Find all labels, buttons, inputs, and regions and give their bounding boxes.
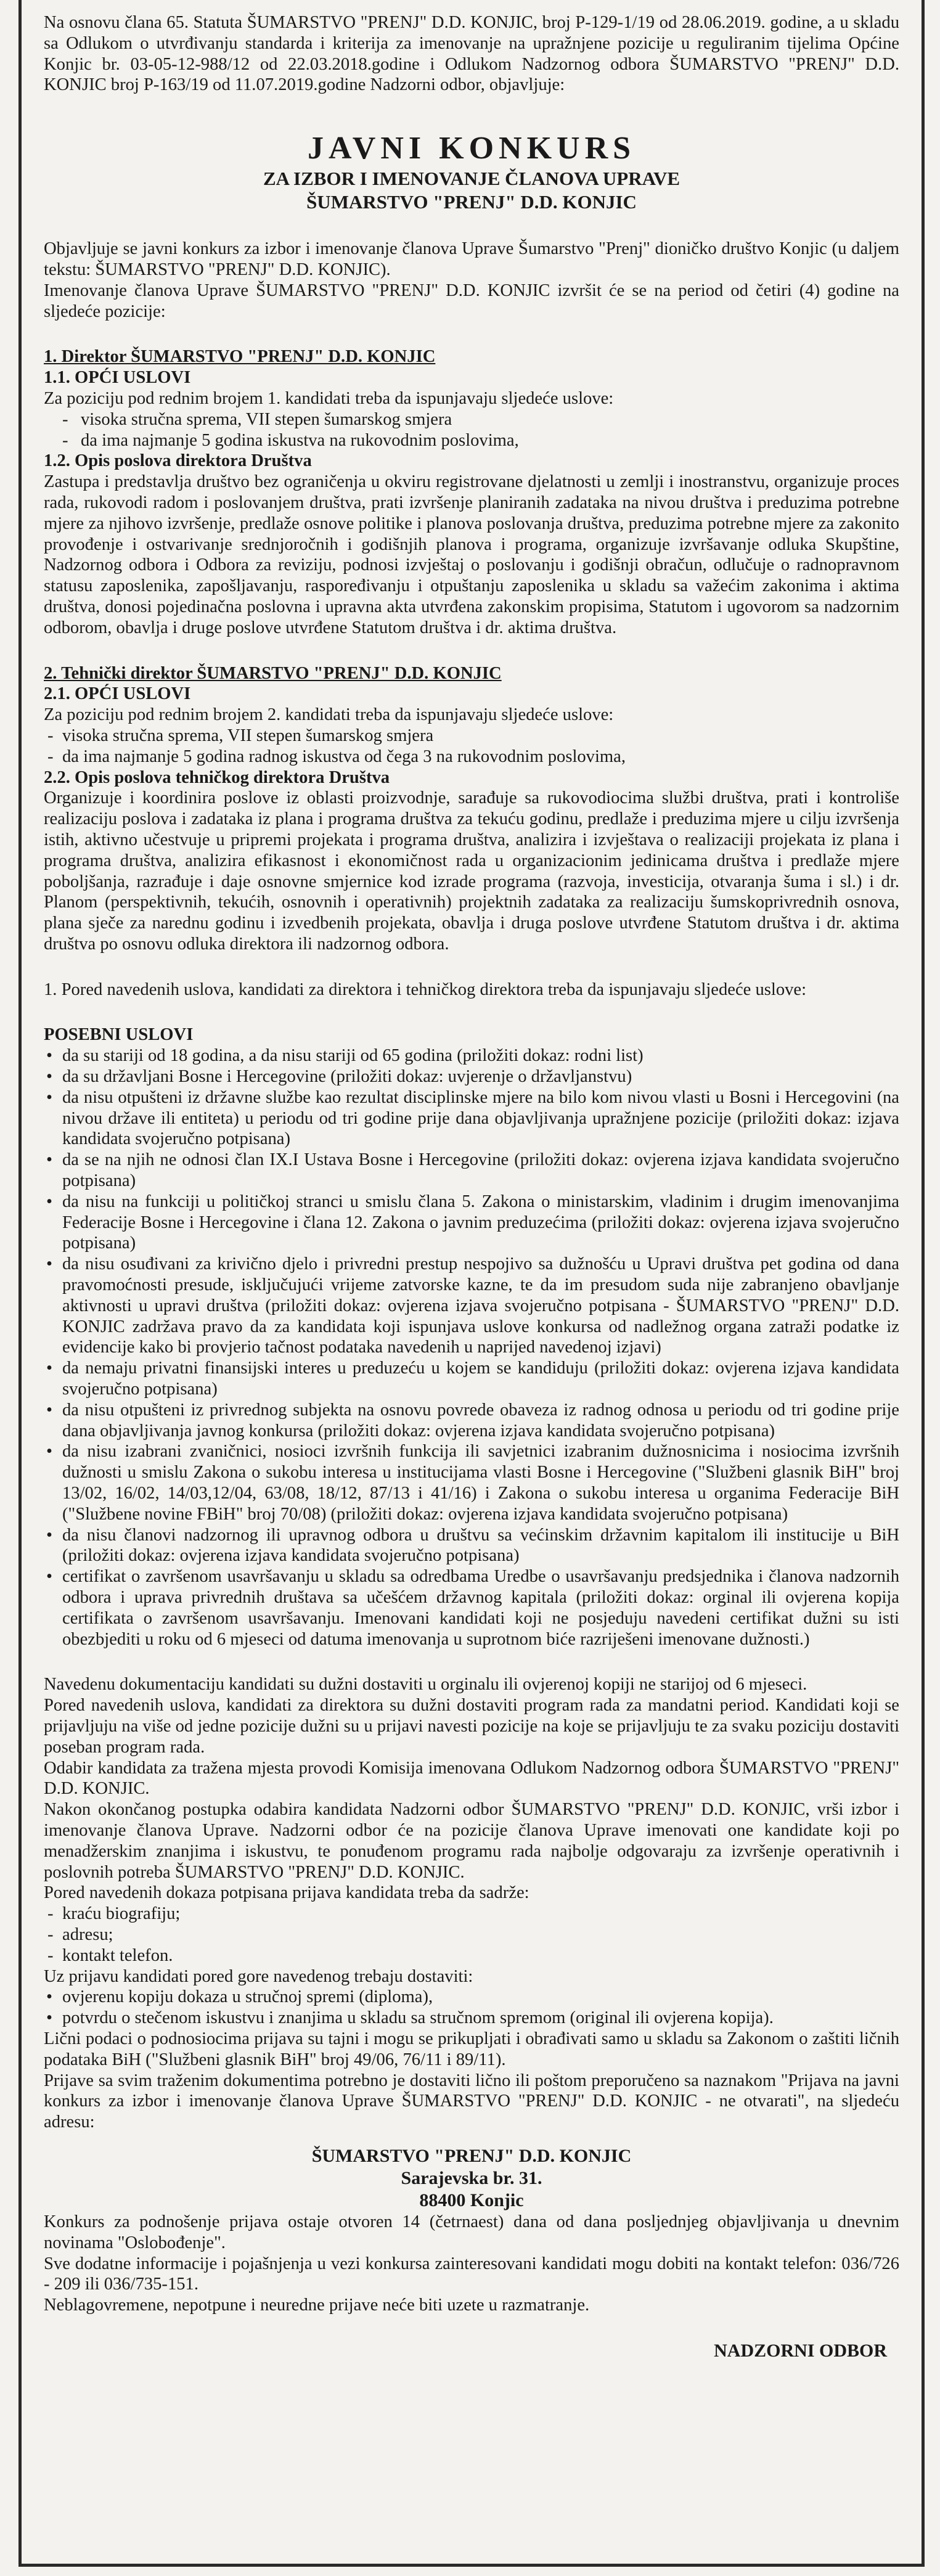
list-item: - visoka stručna sprema, VII stepen šumarskog smjera bbox=[44, 409, 899, 430]
special-conditions-list bbox=[44, 1045, 899, 1650]
list-item: • da su stariji od 18 godina, a da nisu stariji od 65 godina (priložiti dokaz: rodni list) bbox=[44, 1045, 899, 1066]
list-item: - visoka stručna sprema, VII stepen šumarskog smjera bbox=[44, 726, 899, 746]
closing-section bbox=[44, 1674, 899, 2133]
list-item: • da nisu otpušteni iz privrednog subjekta na osnovu povrede obaveza iz radnog odnosa u periodu od tri godine prije dana objavljivanja javnog konkursa (priložiti dokaz: ovjerena izjava kandidata svojeručno potpisana) bbox=[44, 1400, 899, 1442]
additional-documents-intro: Uz prijavu kandidati pored gore navedenog trebaju dostaviti: bbox=[44, 1966, 473, 1986]
list-item: • da se na njih ne odnosi član IX.I Ustava Bosne i Hercegovine (priložiti dokaz: ovjerena izjava kandidata svojeručno potpisana) bbox=[44, 1150, 899, 1192]
appointment-period-paragraph: Imenovanje članova Uprave ŠUMARSTVO "PRENJ" D.D. KONJIC izvršit će se na period od četiri (4) godine na sljedeće pozicije: bbox=[44, 280, 899, 321]
list-item: • da nisu izabrani zvaničnici, nosioci izvršnih funkcija ili savjetnici izabranim dužnosnicima i nosiocima izvršnih dužnosti u smislu Zakona o sukobu interesa u institucijama vlasti Bosne i Hercegovine ("Službeni glasnik BiH" broj 13/02, 16/02, 14/03,12/04, 63/08, 18/12, 87/13 i 41/16) i Zakona o sukobu interesa u organima Federacije BiH ("Službene novine FBiH" broj 70/08) (priložiti dokaz: ovjerena izjava kandidata svojeručno potpisana) bbox=[44, 1441, 899, 1524]
section-heading: 2. Tehnički direktor ŠUMARSTVO "PRENJ" D.D. KONJIC bbox=[44, 663, 502, 683]
section-heading: 1. Direktor ŠUMARSTVO "PRENJ" D.D. KONJIC bbox=[44, 347, 436, 367]
submission-paragraph: Prijave sa svim traženim dokumentima potrebno je dostaviti lično ili poštom preporučeno sa naznakom "Prijava na javni konkurs za izbor i imenovanje članova Uprave ŠUMARSTVO "PRENJ" D.D. KONJIC - ne otvarati", na sljedeću adresu: bbox=[44, 2071, 899, 2132]
commission-paragraph: Odabir kandidata za tražena mjesta provodi Komisija imenovana Odlukom Nadzornog odbora ŠUMARSTVO "PRENJ" D.D. KONJIC. bbox=[44, 1758, 899, 1799]
announcement-subtitle-2: ŠUMARSTVO "PRENJ" D.D. KONJIC bbox=[306, 191, 637, 213]
special-conditions-heading: POSEBNI USLOVI bbox=[44, 1025, 194, 1045]
list-item: • potvrdu o stečenom iskustvu i znanjima u skladu sa stručnom spremom (original ili ovjerena kopija). bbox=[44, 2008, 899, 2029]
duties-text: Organizuje i koordinira poslove iz oblasti proizvodnje, sarađuje sa rukovodiocima službi društva, prati i kontroliše realizaciju poslova i zadataka iz plana i programa društva za tekuću godinu, predlaže i preduzima mjere u cilju izvršenja istih, aktivno učestvuje u pripremi projekata i programa društva, analizira i izvještava o realizaciji projekata iz plana i programa društva, analizira efikasnost i ekonomičnost rada u organizacionim jedinicama društva i predlaže mjere poboljšanja, razrađuje i daje osnovne smjernice kod izrade programa (razvoja, investicija, otvaranja šuma i sl.) i dr. Planom (perspektivnih, tekućih, osnovnih i operativnih) projektnih zadataka za realizaciju šumskoprivrednih osnova, plana sječe za narednu godinu i izvedbenih projekata, obavlja i druga poslove utvrđene Statutom društva i dr. aktima društva po osnovu odluka direktora ili nadzornog odbora. bbox=[44, 788, 899, 954]
application-content-list bbox=[44, 1903, 899, 1966]
privacy-paragraph: Lični podaci o podnosiocima prijava su tajni i mogu se prikupljati i obrađivati samo u skladu sa Zakonom o zaštiti ličnih podataka BiH ("Službeni glasnik BiH" broj 49/06, 76/11 i 89/11). bbox=[44, 2029, 899, 2069]
selection-paragraph: Nakon okončanog postupka odabira kandidata Nadzorni odbor ŠUMARSTVO "PRENJ" D.D. KONJIC, vrši izbor i imenovanje članova Uprave. Nadzorni odbor će na pozicije članova Uprave imenovati one kandidate koji po menadžerskim znanjima i iskustvu, te ponuđenom programu rada najbolje odgovaraju za izvršenje operativnih i poslovnih potreba ŠUMARSTVO "PRENJ" D.D. KONJIC. bbox=[44, 1800, 899, 1882]
list-item: • da nisu članovi nadzornog ili upravnog odbora u društvu sa većinskim državnim kapitalom ili institucije u BiH (priložiti dokaz: ovjerena izjava kandidata svojeručno potpisana) bbox=[44, 1525, 899, 1567]
work-program-paragraph: Pored navedenih uslova, kandidati za direktora su dužni dostaviti program rada za mandatni period. Kandidati koji se prijavljuju na više od jedne pozicije dužni su u prijavi navesti pozicije na koje se prijavljuju te za svaku poziciju dostaviti poseban program rada. bbox=[44, 1696, 900, 1757]
general-conditions-heading: 1.1. OPĆI USLOVI bbox=[44, 368, 191, 388]
general-conditions-intro: Za poziciju pod rednim brojem 2. kandidati treba da ispunjavaju sljedeće uslove: bbox=[44, 705, 614, 725]
announcement-frame bbox=[18, 0, 925, 2567]
address-city: 88400 Konjic bbox=[419, 2190, 524, 2210]
list-item: • da nisu otpušteni iz državne službe kao rezultat disciplinske mjere na bilo kom nivou vlasti u Bosni i Hercegovini (na nivou države ili entiteta) u periodu od tri godine prije dana objavljivanja upražnjene pozicije (priložiti dokaz: izjava kandidata svojeručno potpisana) bbox=[44, 1087, 899, 1150]
deadline-paragraph: Konkurs za podnošenje prijava ostaje otvoren 14 (četrnaest) dana od dana posljednjeg objavljivanja u dnevnim novinama "Oslobođenje". bbox=[44, 2212, 899, 2252]
final-section bbox=[44, 2212, 899, 2316]
list-item: - kontakt telefon. bbox=[44, 1945, 899, 1966]
announce-paragraph: Objavljuje se javni konkurs za izbor i imenovanje članova Uprave Šumarstvo "Prenj" dioničko društvo Konjic (u daljem tekstu: ŠUMARSTVO "PRENJ" D.D. KONJIC). bbox=[44, 239, 899, 279]
general-conditions-list bbox=[44, 726, 899, 767]
rejection-paragraph: Neblagovremene, nepotpune i neuredne prijave neće biti uzete u razmatranje. bbox=[44, 2296, 590, 2315]
additional-documents-list bbox=[44, 1987, 899, 2029]
announcement-subtitle-1: ZA IZBOR I IMENOVANJE ČLANOVA UPRAVE bbox=[263, 168, 680, 190]
duties-heading: 2.2. Opis poslova tehničkog direktora Društva bbox=[44, 767, 390, 787]
list-item: • da nemaju privatni finansijski interes u preduzeću u kojem se kandiduju (priložiti dokaz: ovjerena izjava kandidata svojeručno potpisana) bbox=[44, 1358, 899, 1400]
submission-address bbox=[44, 2145, 899, 2212]
address-company: ŠUMARSTVO "PRENJ" D.D. KONJIC bbox=[311, 2145, 632, 2166]
section-director bbox=[44, 346, 899, 638]
list-item: - adresu; bbox=[44, 1924, 899, 1945]
list-item: - kraću biografiju; bbox=[44, 1903, 899, 1924]
signature: NADZORNI ODBOR bbox=[714, 2340, 887, 2361]
list-item: • certifikat o završenom usavršavanju u skladu sa odredbama Uredbe o usavršavanju predsjednika i članova nadzornih odbora i uprava privrednih društava sa učešćem državnog kapitala (priložiti dokaz: orginal ili ovjerena kopija certifikata o završenom usavršavanju. Imenovani kandidati koji ne posjeduju navedeni certifikat dužni su isti obezbjediti u roku od 6 mjeseci od datuma imenovanja u suprotnom biće razriješeni imenovane dužnosti.) bbox=[44, 1566, 899, 1650]
announcement-title: JAVNI KONKURS bbox=[307, 131, 636, 166]
list-item: • da nisu osuđivani za krivično djelo i privredni prestup nespojivo sa dužnošću u Upravi društva pet godina od dana pravomoćnosti presude, isključujući vrijeme zatvorske kazne, te da im presudom suda nije zabranjeno obavljanje aktivnosti u upravi društva (priložiti dokaz: ovjerena izjava svojeručno potpisana - ŠUMARSTVO "PRENJ" D.D. KONJIC zadržava pravo da za kandidata koji ispunjava uslove konkursa od nadležnog organa zatraži podatke iz evidencije kako bi provjerio tačnost podataka navedenih u naprijed navedenoj izjavi) bbox=[44, 1254, 899, 1358]
list-item: • da nisu na funkciji u političkoj stranci u smislu člana 5. Zakona o ministarskim, vladinim i drugim imenovanjima Federacije Bosne i Hercegovine i člana 12. Zakona o javnim preduzećima (priložiti dokaz: ovjerena izjava svojeručno potpisana) bbox=[44, 1192, 899, 1254]
section-technical-director bbox=[44, 663, 899, 955]
list-item: • da su državljani Bosne i Hercegovine (priložiti dokaz: uvjerenje o državljanstvu) bbox=[44, 1066, 899, 1087]
documentation-paragraph: Navedenu dokumentaciju kandidati su dužni dostaviti u orginalu ili ovjerenoj kopiji ne starijoj od 6 mjeseci. bbox=[44, 1675, 807, 1695]
list-item: • ovjerenu kopiju dokaza u stručnoj spremi (diploma), bbox=[44, 1987, 899, 2008]
intro-paragraph: Na osnovu člana 65. Statuta ŠUMARSTVO "PRENJ" D.D. KONJIC, broj P-129-1/19 od 28.06.2019. godine, a u skladu sa Odlukom o utvrđivanju standarda i kriterija za imenovanje na upražnjene pozicije u reguliranim tijelima Općine Konjic br. 03-05-12-988/12 od 22.03.2018.godine i Odlukom Nadzornog odbora ŠUMARSTVO "PRENJ" D.D. KONJIC broj P-163/19 od 11.07.2019.godine Nadzorni odbor, objavljuje: bbox=[44, 13, 899, 95]
general-conditions-intro: Za poziciju pod rednim brojem 1. kandidati treba da ispunjavaju sljedeće uslove: bbox=[44, 388, 614, 408]
list-item: - da ima najmanje 5 godina radnog iskustva od čega 3 na rukovodnim poslovima, bbox=[44, 746, 899, 767]
address-street: Sarajevska br. 31. bbox=[401, 2167, 542, 2188]
special-conditions bbox=[44, 1024, 899, 1650]
general-conditions-heading: 2.1. OPĆI USLOVI bbox=[44, 684, 191, 704]
general-conditions-list bbox=[44, 409, 899, 451]
additional-conditions-intro: 1. Pored navedenih uslova, kandidati za direktora i tehničkog direktora treba da ispunjavaju sljedeće uslove: bbox=[44, 979, 807, 999]
duties-text: Zastupa i predstavlja društvo bez ograničenja u okviru registrovane djelatnosti u zemlji i inostranstvu, organizuje proces rada, rukovodi radom i poslovanjem društva, prati izvršenje planiranih zadataka na nivou društva i preduzima potrebne mjere za njihovo izvršenje, predlaže osnove politike i planova poslovanja društva, preduzima potrebne mjere za zakonito provođenje i ostvarivanje srednjoročnih i godišnjih planova i programa, organizuje izvršavanje odluka Skupštine, Nadzornog odbora i Odbora za reviziju, podnosi izvještaj o poslovanju i godišnji obračun, odlučuje o radnopravnom statusu zaposlenika, zapošljavanju, raspoređivanju i otpuštanju zaposlenika u skladu sa važećim zakonima i aktima društva, donosi pojedinačna poslovna i upravna akta utvrđena zakonskim propisima, Statutom i ugovorom sa nadzornim odborom, obavlja i druge poslove utvrđene Statutom društva i dr. aktima društva. bbox=[44, 472, 899, 637]
list-item: - da ima najmanje 5 godina iskustva na rukovodnim poslovima, bbox=[44, 430, 899, 451]
contact-paragraph: Sve dodatne informacije i pojašnjenja u vezi konkursa zainteresovani kandidati mogu dobiti na kontakt telefon: 036/726 - 209 ili 036/735-151. bbox=[44, 2254, 899, 2294]
application-content-intro: Pored navedenih dokaza potpisana prijava kandidata treba da sadrže: bbox=[44, 1883, 529, 1903]
duties-heading: 1.2. Opis poslova direktora Društva bbox=[44, 451, 312, 471]
